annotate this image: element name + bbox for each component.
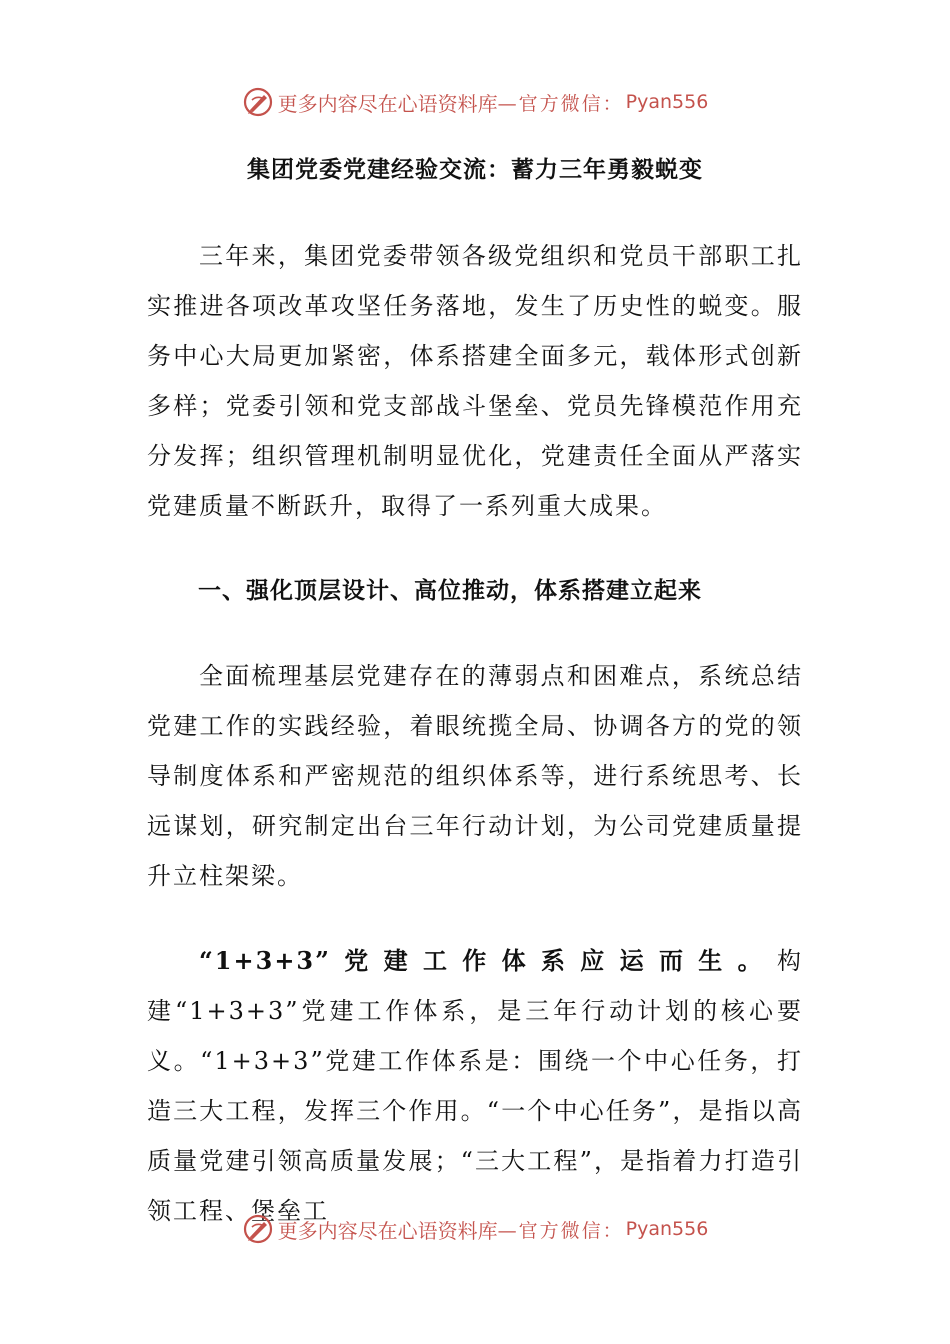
watermark-sub-text: —官方微信： [497,1219,624,1242]
watermark-main-text: 更多内容尽在心语资料库 [277,91,498,116]
watermark-id-text: Pyan556 [625,1218,709,1240]
watermark-main-text: 更多内容尽在心语资料库 [277,1218,498,1243]
paragraph-system-lead: “1+3+3”党建工作体系应运而生。 [199,946,777,975]
paragraph-system [147,936,803,1236]
document-title: 集团党委党建经验交流：蓄力三年勇毅蜕变 [247,156,703,183]
watermark-bottom [0,1211,950,1247]
watermark-id-text: Pyan556 [625,91,709,113]
paragraph-section-1: 全面梳理基层党建存在的薄弱点和困难点，系统总结党建工作的实践经验，着眼统揽全局、协调各方的党的领导制度体系和严密规范的组织体系等，进行系统思考、长远谋划，研究制定出台三年行动计划，为公司党建质量提升立柱架梁。 [147,662,803,890]
watermark-sub-text: —官方微信： [497,92,624,115]
pen-logo-icon [242,86,274,118]
pen-logo-icon [242,1213,274,1245]
watermark-top [0,84,950,120]
section-heading-1: 一、强化顶层设计、高位推动，体系搭建立起来 [198,577,702,604]
paragraph-intro: 三年来，集团党委带领各级党组织和党员干部职工扎实推进各项改革攻坚任务落地，发生了历史性的蜕变。服务中心大局更加紧密，体系搭建全面多元，载体形式创新多样；党委引领和党支部战斗堡垒、党员先锋模范作用充分发挥；组织管理机制明显优化，党建责任全面从严落实党建质量不断跃升，取得了一系列重大成果。 [147,242,803,520]
paragraph-system-body: 构建“1+3+3”党建工作体系，是三年行动计划的核心要义。“1+3+3”党建工作体系是：围绕一个中心任务，打造三大工程，发挥三个作用。“一个中心任务”，是指以高质量党建引领高质量发展；“三大工程”，是指着力打造引领工程、堡垒工 [147,947,803,1225]
